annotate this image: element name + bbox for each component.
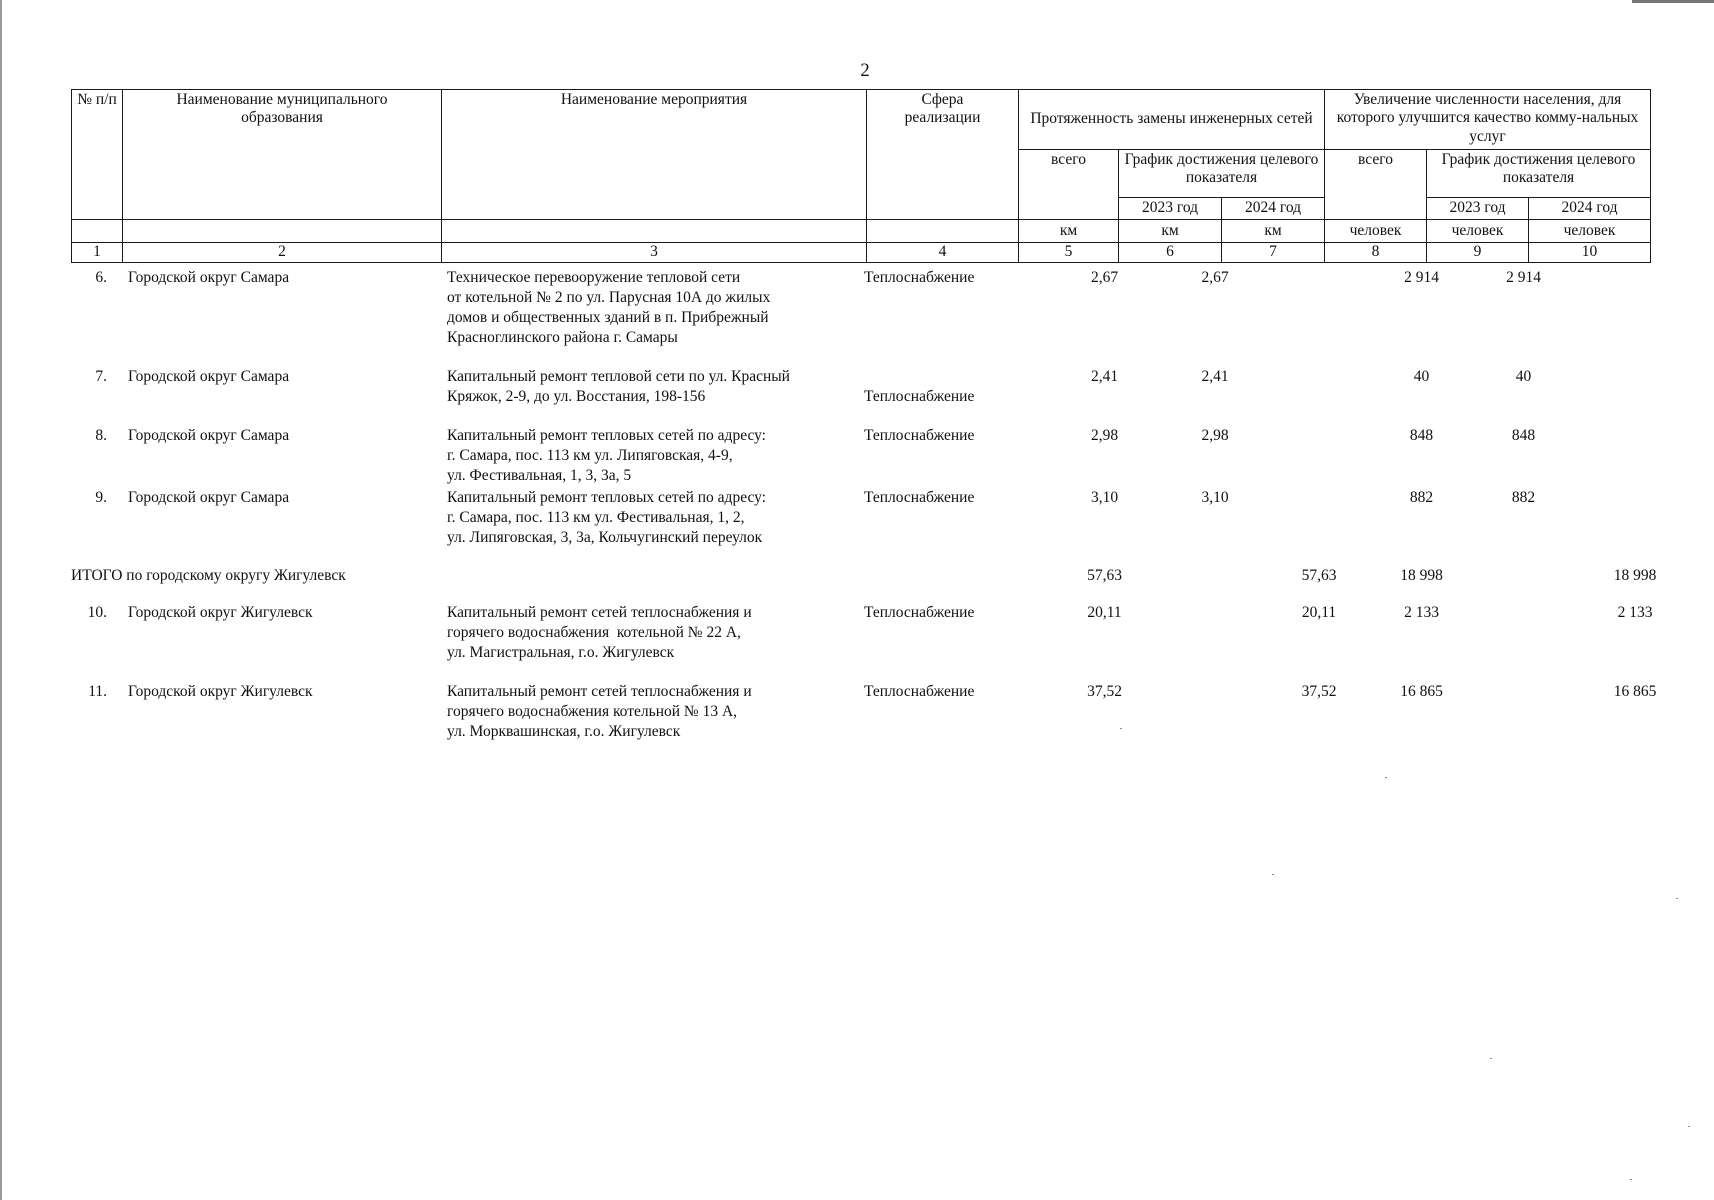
row-km-2024: 20,11 — [1301, 604, 1337, 621]
scan-speck — [1630, 1179, 1632, 1180]
header-no: № п/п — [72, 90, 123, 220]
row-measure: Капитальный ремонт тепловой сети по ул. Красный Кряжок, 2-9, до ул. Восстания, 198-156 — [447, 368, 790, 405]
header-people-2023: 2023 год — [1427, 198, 1529, 220]
row-people-2023: 882 — [1511, 489, 1536, 506]
row-municipality: Городской округ Самара — [128, 269, 290, 286]
unit-km: км — [1019, 220, 1119, 243]
unit-people: человек — [1529, 220, 1651, 243]
column-number: 9 — [1427, 243, 1529, 263]
row-measure: Капитальный ремонт сетей теплоснабжения и горячего водоснабжения котельной № 22 А, ул. Магистральная, г.о. Жигулевск — [447, 604, 752, 661]
row-people-2024: 2 133 — [1617, 604, 1653, 621]
row-number: 7. — [95, 368, 107, 385]
row-km-2023: 2,41 — [1201, 368, 1229, 385]
row-measure: Техническое перевооружение тепловой сети от котельной № 2 по ул. Парусная 10А до жилых домов и общественных зданий в п. Прибрежный Красноглинского района г. Самары — [447, 269, 771, 346]
column-number: 10 — [1529, 243, 1651, 263]
row-sphere: Теплоснабжение — [864, 604, 975, 621]
row-km-total: 2,41 — [1090, 368, 1119, 385]
row-km-total: 2,98 — [1090, 427, 1119, 444]
page-number: 2 — [860, 60, 870, 81]
row-number: 6. — [95, 269, 107, 286]
unit-km: км — [1222, 220, 1325, 243]
subtotal-people-total: 18 998 — [1400, 567, 1443, 584]
column-number: 8 — [1325, 243, 1427, 263]
header-sphere: Сфера реализации — [867, 90, 1019, 220]
row-km-2023: 2,98 — [1201, 427, 1229, 444]
row-sphere: Теплоснабжение — [864, 489, 975, 506]
row-sphere: Теплоснабжение — [864, 269, 975, 286]
subtotal-label: ИТОГО по городскому округу Жигулевск — [71, 567, 346, 584]
column-number: 7 — [1222, 243, 1325, 263]
unit-km: км — [1119, 220, 1222, 243]
column-number: 4 — [867, 243, 1019, 263]
column-number: 5 — [1019, 243, 1119, 263]
header-municipality: Наименование муниципального образования — [123, 90, 442, 220]
row-km-total: 3,10 — [1090, 489, 1119, 506]
header-length-group: Протяженность замены инженерных сетей — [1019, 90, 1325, 150]
header-km-schedule: График достижения целевого показателя — [1119, 150, 1325, 198]
scan-speck — [1490, 1058, 1492, 1059]
row-sphere: Теплоснабжение — [864, 427, 975, 444]
row-number: 11. — [88, 683, 107, 700]
row-people-total: 2 133 — [1404, 604, 1439, 621]
subtotal-km-2024: 57,63 — [1301, 567, 1337, 584]
column-number: 1 — [72, 243, 123, 263]
subtotal-people-2024: 18 998 — [1613, 567, 1657, 584]
scan-left-edge — [0, 0, 2, 1200]
row-municipality: Городской округ Жигулевск — [128, 604, 313, 621]
row-measure: Капитальный ремонт тепловых сетей по адресу: г. Самара, пос. 113 км ул. Липяговская, 4-9, ул. Фестивальная, 1, 3, 3а, 5 — [447, 427, 766, 484]
scan-speck — [1688, 1126, 1690, 1127]
row-number: 9. — [95, 489, 107, 506]
column-number: 6 — [1119, 243, 1222, 263]
row-people-total: 40 — [1413, 368, 1430, 385]
row-km-total: 37,52 — [1087, 683, 1122, 700]
header-people-total: всего — [1325, 150, 1427, 220]
header-people-schedule: График достижения целевого показателя — [1427, 150, 1651, 198]
row-municipality: Городской округ Самара — [128, 427, 290, 444]
row-measure: Капитальный ремонт тепловых сетей по адресу: г. Самара, пос. 113 км ул. Фестивальная, 1, 2, ул. Липяговская, 3, 3а, Кольчугинский переулок — [447, 489, 766, 546]
header-people-2024: 2024 год — [1529, 198, 1651, 220]
row-km-2024: 37,52 — [1301, 683, 1337, 700]
row-people-total: 16 865 — [1400, 683, 1443, 700]
row-municipality: Городской округ Самара — [128, 489, 290, 506]
row-municipality: Городской округ Самара — [128, 368, 290, 385]
scan-top-edge — [1632, 0, 1714, 3]
header-measure: Наименование мероприятия — [442, 90, 867, 220]
row-people-total: 882 — [1409, 489, 1434, 506]
row-km-2023: 2,67 — [1201, 269, 1229, 286]
row-municipality: Городской округ Жигулевск — [128, 683, 313, 700]
row-people-2023: 848 — [1511, 427, 1536, 444]
column-number: 2 — [123, 243, 442, 263]
unit-people: человек — [1427, 220, 1529, 243]
row-people-total: 848 — [1409, 427, 1434, 444]
row-number: 10. — [87, 604, 107, 621]
scan-speck — [1385, 777, 1387, 778]
row-km-total: 20,11 — [1087, 604, 1122, 621]
row-people-total: 2 914 — [1404, 269, 1439, 286]
header-population-group: Увеличение численности населения, для которого улучшится качество комму-нальных услуг — [1325, 90, 1651, 150]
row-measure: Капитальный ремонт сетей теплоснабжения и горячего водоснабжения котельной № 13 А, ул. Морквашинская, г.о. Жигулевск — [447, 683, 752, 740]
header-km-total: всего — [1019, 150, 1119, 220]
row-sphere: Теплоснабжение — [864, 388, 975, 405]
table-header — [71, 89, 1651, 263]
header-km-2024: 2024 год — [1222, 198, 1325, 220]
row-km-total: 2,67 — [1090, 269, 1119, 286]
scan-speck — [1676, 898, 1678, 899]
scan-speck — [1272, 874, 1274, 875]
scan-speck — [1120, 728, 1122, 729]
header-km-2023: 2023 год — [1119, 198, 1222, 220]
subtotal-km-total: 57,63 — [1087, 567, 1122, 584]
row-people-2023: 2 914 — [1506, 269, 1541, 286]
column-number: 3 — [442, 243, 867, 263]
row-people-2023: 40 — [1515, 368, 1532, 385]
row-people-2024: 16 865 — [1613, 683, 1657, 700]
row-km-2023: 3,10 — [1201, 489, 1229, 506]
row-number: 8. — [95, 427, 107, 444]
unit-people: человек — [1325, 220, 1427, 243]
row-sphere: Теплоснабжение — [864, 683, 975, 700]
